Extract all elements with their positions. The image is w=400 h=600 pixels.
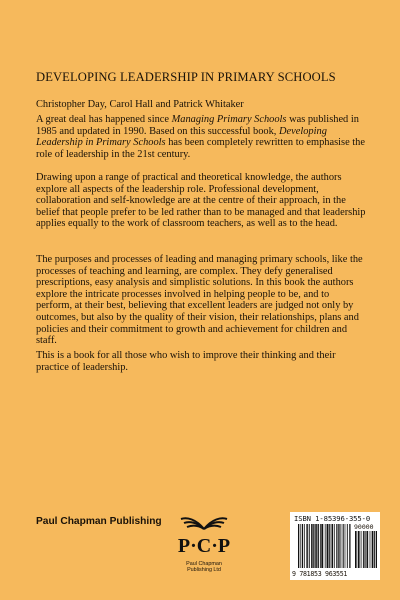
barcode-bar	[361, 531, 362, 568]
barcode-bar	[313, 524, 314, 568]
barcode-bar	[329, 524, 330, 568]
barcode-bar	[349, 524, 350, 568]
ean-barcode-bars	[298, 524, 352, 568]
barcode-bar	[338, 524, 339, 568]
barcode-bar	[320, 524, 321, 568]
logo-caption-line2: Publishing Ltd	[187, 567, 221, 573]
isbn-barcode	[290, 512, 380, 580]
paragraph-text: A great deal has happened since	[36, 114, 172, 125]
blurb-paragraph-2	[36, 172, 366, 230]
barcode-bar	[358, 531, 360, 568]
barcode-bar	[374, 531, 375, 568]
paragraph-text: Drawing upon a range of practical and theoretical knowledge, the authors explore all aspects of the leadership role. Professional development, collaboration and self-knowledge are at the centre of their approach, in the belief that people prefer to be led rather than to be managed and that leadership applies equally to the work of classroom teachers, as well as to the head.	[36, 172, 366, 230]
blurb-paragraph-1	[36, 114, 366, 160]
barcode-bar	[302, 524, 303, 568]
barcode-bar	[372, 531, 374, 568]
barcode-bar	[345, 524, 346, 568]
blurb-paragraph-3	[36, 254, 366, 347]
barcode-bar	[332, 524, 334, 568]
pcp-letters: P·C·P	[178, 535, 230, 557]
barcode-bar	[304, 524, 305, 568]
ean-digits: 9 781853 963551	[292, 570, 348, 578]
barcode-bar	[315, 524, 317, 568]
barcode-bar	[343, 524, 344, 568]
barcode-bar	[366, 531, 368, 568]
barcode-bar	[334, 524, 335, 568]
barcode-bar	[321, 524, 323, 568]
pcp-logo-icon	[178, 507, 230, 577]
book-title: DEVELOPING LEADERSHIP IN PRIMARY SCHOOLS	[36, 70, 336, 84]
open-book-icon	[178, 507, 230, 561]
italic-book-title: Managing Primary Schools	[171, 114, 287, 125]
barcode-bar	[336, 524, 337, 568]
barcode-bar	[309, 524, 310, 568]
logo-caption-line1: Paul Chapman	[186, 561, 222, 567]
barcode-bar	[376, 531, 377, 568]
barcode-bar	[300, 524, 301, 568]
paragraph-text: has been completely rewritten to emphasise the role of leadership in the 21st century.	[36, 137, 365, 160]
book-authors: Christopher Day, Carol Hall and Patrick Whitaker	[36, 99, 244, 110]
addon-barcode-bars	[355, 531, 377, 568]
paragraph-text: The purposes and processes of leading and managing primary schools, like the processes of teaching and learning, are complex. They defy generalised prescriptions, easy analysis and simplistic solutions. In this book the authors explore the intricate processes involved in helping people to be, and to perform, at their best, believing that excellent leaders are judged not only by outcomes, but also by the quality of their vision, their relationships, plans and policies and their commitment to growth and achievement for children and staff.	[36, 254, 363, 347]
barcode-bar	[318, 524, 319, 568]
barcode-bar	[347, 524, 348, 568]
barcode-bar	[327, 524, 329, 568]
barcode-bar	[364, 531, 365, 568]
barcode-bar	[340, 524, 341, 568]
barcode-bar	[370, 531, 371, 568]
paragraph-text: This is a book for all those who wish to improve their thinking and their practice of leadership.	[36, 350, 336, 373]
barcode-bar	[298, 524, 299, 568]
barcode-bar	[363, 531, 364, 568]
publisher-name: Paul Chapman Publishing	[36, 516, 162, 527]
blurb-paragraph-4	[36, 350, 366, 373]
isbn-addon-digits: 90000	[354, 523, 374, 531]
barcode-bar	[311, 524, 313, 568]
barcode-bar	[325, 524, 326, 568]
isbn-label: ISBN 1-85396-355-0	[294, 514, 371, 523]
barcode-bar	[306, 524, 307, 568]
italic-book-title: Developing Leadership in Primary Schools	[36, 125, 327, 149]
paragraph-text: was published in 1985 and updated in 1990. Based on this successful book,	[36, 114, 359, 137]
barcode-bar	[355, 531, 357, 568]
